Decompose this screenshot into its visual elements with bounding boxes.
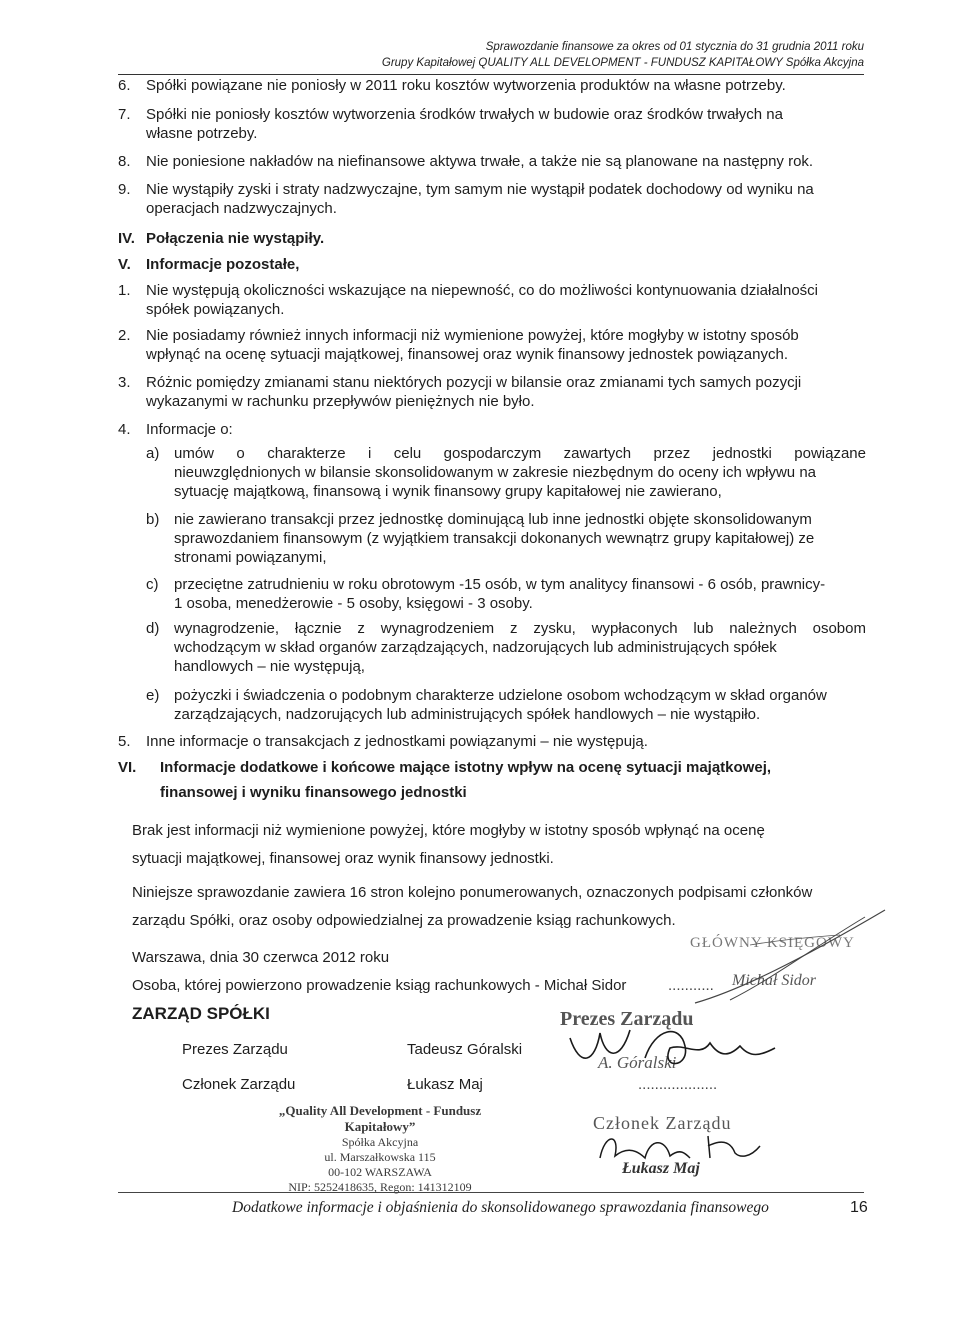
item-text: Informacje o:: [146, 421, 233, 438]
item-text: wpłynąć na ocenę sytuacji majątkowej, finansowej oraz wynik finansowy jednostek powiązanych.: [146, 346, 788, 363]
section-title: Połączenia nie wystąpiły.: [146, 230, 325, 247]
president-stamp-name: A. Góralski: [598, 1053, 677, 1072]
item-number: 4.: [118, 421, 131, 438]
board-role: Członek Zarządu: [182, 1076, 296, 1093]
subitem-text: wchodzącym w skład organów zarządzających, nadzorujących lub administrujących spółek: [174, 639, 777, 656]
closing-paragraph: zarządu Spółki, oraz osoby odpowiedzialnej za prowadzenie ksiąg rachunkowych.: [132, 912, 676, 929]
stamp-tax-ids: NIP: 5252418635, Regon: 141312109: [288, 1180, 472, 1194]
member-signature: [590, 1128, 770, 1168]
stamp-company-name: „Quality All Development - Fundusz Kapitałowy”: [278, 1103, 482, 1134]
item-text: Nie występują okoliczności wskazujące na niepewność, co do możliwości kontynuowania działalności: [146, 282, 819, 299]
item-text: wykazanymi w rachunku przepływów pieniężnych nie było.: [146, 393, 535, 410]
board-member-name: Tadeusz Góralski: [407, 1041, 523, 1058]
item-text: operacjach nadzwyczajnych.: [146, 200, 337, 217]
section-number: V.: [118, 256, 131, 273]
subitem-text: handlowych – nie występują,: [174, 658, 365, 675]
item-text: Nie wystąpiły zyski i straty nadzwyczajne, tym samym nie wystąpił podatek dochodowy od wyniku na: [146, 181, 814, 198]
subitem-text: stronami powiązanymi,: [174, 549, 327, 566]
report-header-line1: Sprawozdanie finansowe za okres od 01 stycznia do 31 grudnia 2011 roku: [485, 41, 864, 53]
item-text: Spółki powiązane nie poniosły w 2011 roku kosztów wytworzenia produktów na własne potrzeby.: [146, 77, 786, 94]
subitem-letter: a): [146, 445, 160, 462]
item-text: Spółki nie poniosły kosztów wytworzenia środków trwałych w budowie oraz środków trwałych na: [146, 106, 783, 123]
item-text: Inne informacje o transakcjach z jednostkami powiązanymi – nie występują.: [146, 733, 648, 750]
item-text: Nie poniesione nakładów na niefinansowe aktywa trwałe, a także nie są planowane na następny rok.: [146, 153, 814, 170]
section-number: VI.: [118, 759, 137, 776]
company-stamp: [250, 1103, 510, 1195]
signature-dots: ...................: [638, 1076, 718, 1093]
subitem-letter: e): [146, 687, 160, 704]
board-title: ZARZĄD SPÓŁKI: [132, 1004, 270, 1023]
subitem-text: nieuwzględnionych w bilansie skonsolidowanym w zakresie niezbędnym do oceny ich wpływu na: [174, 464, 817, 481]
closing-paragraph: Niniejsze sprawozdanie zawiera 16 stron kolejno ponumerowanych, oznaczonych podpisami członków: [132, 884, 813, 901]
item-number: 9.: [118, 181, 131, 198]
header-divider: [118, 74, 864, 75]
footer-text: Dodatkowe informacje i objaśnienia do skonsolidowanego sprawozdania finansowego: [232, 1199, 769, 1216]
section-number: IV.: [118, 230, 135, 247]
stamp-city: 00-102 WARSZAWA: [328, 1165, 432, 1179]
accountant-line: Osoba, której powierzono prowadzenie ksiąg rachunkowych - Michał Sidor: [132, 977, 627, 994]
subitem-text: przeciętne zatrudnieniu w roku obrotowym -15 osób, w tym analitycy finansowi - 6 osób, prawnicy-: [174, 576, 826, 593]
section-title: finansowej i wyniku finansowego jednostki: [160, 784, 467, 801]
subitem-text: pożyczki i świadczenia o podobnym charakterze udzielone osobom wchodzącym w skład organów: [174, 687, 827, 704]
place-date: Warszawa, dnia 30 czerwca 2012 roku: [132, 949, 390, 966]
subitem-text: umów o charakterze i celu gospodarczym zawartych przez jednostki powiązane: [174, 445, 866, 462]
subitem-text: sprawozdaniem finansowym (z wyjątkiem transakcji dokonanych wewnątrz grupy kapitałowej) ze: [174, 530, 815, 547]
item-text: Nie posiadamy również innych informacji niż wymienione powyżej, które mogłyby w istotny sposób: [146, 327, 799, 344]
board-member-name: Łukasz Maj: [407, 1076, 483, 1093]
report-header-line2: Grupy Kapitałowej QUALITY ALL DEVELOPMENT - FUNDUSZ KAPITAŁOWY Spółka Akcyjna: [381, 57, 864, 69]
footer-divider: [118, 1192, 864, 1193]
stamp-legal-form: Spółka Akcyjna: [341, 1135, 419, 1149]
subitem-text: wynagrodzenie, łącznie z wynagrodzeniem z zysku, wypłaconych lub należnych osobom: [174, 620, 866, 637]
item-number: 7.: [118, 106, 131, 123]
member-stamp-title: Członek Zarządu: [593, 1113, 732, 1133]
item-number: 8.: [118, 153, 131, 170]
item-number: 1.: [118, 282, 131, 299]
subitem-text: 1 osoba, menedżerowie - 5 osoby, księgowi - 3 osoby.: [174, 595, 533, 612]
member-stamp-name: Łukasz Maj: [622, 1160, 700, 1177]
item-number: 3.: [118, 374, 131, 391]
signature-dots: ...........: [668, 977, 714, 994]
item-number: 2.: [118, 327, 131, 344]
accountant-stamp-name: Michał Sidor: [732, 972, 816, 989]
item-number: 5.: [118, 733, 131, 750]
page-number: 16: [850, 1199, 868, 1216]
item-text: spółek powiązanych.: [146, 301, 285, 318]
closing-paragraph: Brak jest informacji niż wymienione powyżej, które mogłyby w istotny sposób wpłynąć na ocenę: [132, 822, 765, 839]
closing-paragraph: sytuacji majątkowej, finansowej oraz wynik finansowy jednostki.: [132, 850, 554, 867]
board-role: Prezes Zarządu: [182, 1041, 288, 1058]
subitem-text: nie zawierano transakcji przez jednostkę dominującą lub inne jednostki objęte skonsolidowanym: [174, 511, 812, 528]
subitem-letter: c): [146, 576, 159, 593]
item-text: własne potrzeby.: [146, 125, 258, 142]
subitem-text: zarządzających, nadzorujących lub administrujących spółek handlowych – nie wystąpiło.: [174, 706, 761, 723]
chief-accountant-stamp: GŁÓWNY KSIĘGOWY: [690, 935, 855, 951]
section-title: Informacje pozostałe,: [146, 256, 300, 273]
stamp-street: ul. Marszałkowska 115: [324, 1150, 436, 1164]
item-text: Różnic pomiędzy zmianami stanu niektórych pozycji w bilansie oraz zmianami tych samych pozycji: [146, 374, 802, 391]
president-stamp-title: Prezes Zarządu: [560, 1008, 694, 1030]
item-number: 6.: [118, 77, 131, 94]
president-signature: [560, 1018, 780, 1078]
accountant-signature: [690, 905, 890, 1010]
subitem-text: sytuację majątkową, finansową i wynik finansowy grupy kapitałowej nie zawierano,: [174, 483, 722, 500]
section-title: Informacje dodatkowe i końcowe mające istotny wpływ na ocenę sytuacji majątkowej,: [160, 759, 772, 776]
subitem-letter: d): [146, 620, 160, 637]
subitem-letter: b): [146, 511, 160, 528]
